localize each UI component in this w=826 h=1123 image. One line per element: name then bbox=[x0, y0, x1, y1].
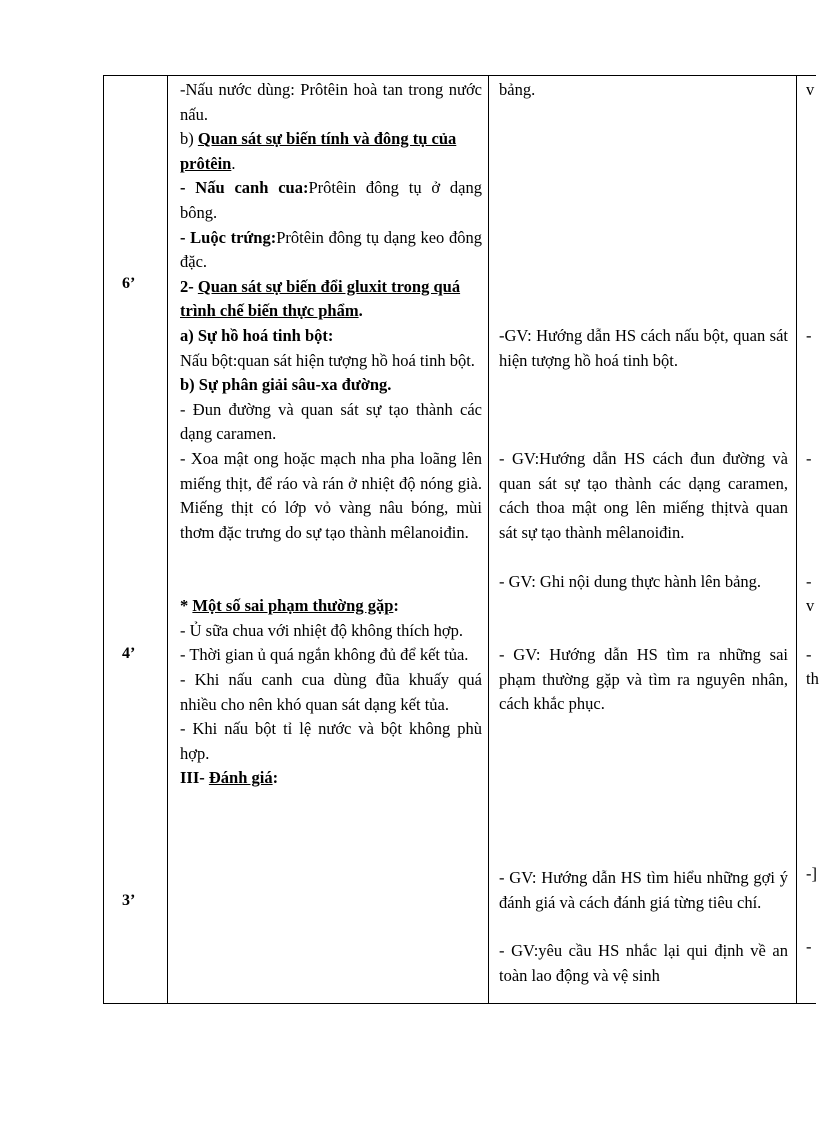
heading-sai-pham: * Một số sai phạm thường gặp: bbox=[180, 596, 399, 616]
time-label: 4’ bbox=[122, 645, 136, 662]
teacher-text-an-toan: - GV:yêu cầu HS nhắc lại qui định về an toàn lao động và vệ sinh bbox=[499, 941, 788, 985]
paragraph-luoc-trung: - Luộc trứng:Prôtêin đông tụ dạng keo đông đặc. bbox=[180, 227, 482, 272]
heading-danh-gia: III- Đánh giá: bbox=[180, 768, 279, 788]
paragraph-dun-duong: - Đun đường và quan sát sự tạo thành các dạng caramen. bbox=[180, 399, 482, 444]
cut-off-text: - bbox=[806, 645, 812, 664]
list-item-sai-pham: - Ủ sữa chua với nhiệt độ không thích hợp. bbox=[180, 620, 464, 640]
time-label: 6’ bbox=[122, 275, 136, 292]
cut-off-text: -] bbox=[806, 864, 817, 883]
teacher-text-sai-pham: - GV: Hướng dẫn HS tìm ra những sai phạm thường gặp và tìm ra nguyên nhân, cách khắc phục. bbox=[499, 645, 788, 714]
teacher-text-dun-duong: - GV:Hướng dẫn HS cách đun đường và quan sát sự tạo thành các dạng caramen, cách thoa mật ong lên miếng thịtvà quan sát sự tạo thành mêlanoiđin. bbox=[499, 449, 788, 542]
heading-gluxit: 2- Quan sát sự biến đổi gluxit trong quá trình chế biến thực phẩm. bbox=[180, 276, 461, 321]
cut-off-text: - bbox=[806, 326, 812, 345]
paragraph-canh-cua: - Nấu canh cua:Prôtêin đông tụ ở dạng bông. bbox=[180, 178, 482, 222]
heading-bien-tinh: b) Quan sát sự biến tính và đông tụ của prôtêin. bbox=[180, 129, 457, 173]
content-column bbox=[180, 78, 482, 791]
table-divider-teacher bbox=[796, 75, 797, 1004]
teacher-text-danh-gia: - GV: Hướng dẫn HS tìm hiểu những gợi ý đánh giá và cách đánh giá từng tiêu chí. bbox=[499, 868, 788, 912]
table-border-left bbox=[103, 75, 104, 1004]
heading-phan-giai: b) Sự phân giải sâu-xa đường. bbox=[180, 375, 392, 395]
table-divider-time bbox=[167, 75, 168, 1004]
paragraph-nau-bot: Nấu bột:quan sát hiện tượng hồ hoá tinh bột. bbox=[180, 350, 475, 370]
paragraph-nuoc-dung: -Nấu nước dùng: Prôtêin hoà tan trong nước nấu. bbox=[180, 80, 482, 124]
list-item-sai-pham: - Khi nấu canh cua dùng đũa khuấy quá nhiều cho nên khó quan sát dạng kết tủa. bbox=[180, 670, 482, 714]
time-label: 3’ bbox=[122, 892, 136, 909]
teacher-text-bang: bảng. bbox=[499, 80, 536, 99]
list-item-sai-pham: - Thời gian ủ quá ngắn không đủ để kết tủa. bbox=[180, 645, 469, 665]
cut-off-text: th bbox=[806, 669, 819, 688]
table-border-bottom bbox=[103, 1003, 816, 1004]
paragraph-xoa-mat-ong: - Xoa mật ong hoặc mạch nha pha loãng lên miếng thịt, để ráo và rán ở nhiệt độ nóng già. Miếng thịt có lớp vỏ vàng nâu bóng, mùi thơm đặc trưng do sự tạo thành mêlanoiđin. bbox=[180, 448, 482, 542]
teacher-text-ghi-noi-dung: - GV: Ghi nội dung thực hành lên bảng. bbox=[499, 572, 762, 591]
heading-ho-hoa: a) Sự hồ hoá tinh bột: bbox=[180, 325, 334, 345]
cut-off-text: - bbox=[806, 937, 812, 956]
cut-off-text: v bbox=[806, 596, 815, 615]
list-item-sai-pham: - Khi nấu bột tỉ lệ nước và bột không phù hợp. bbox=[180, 719, 482, 763]
teacher-text-nau-bot: -GV: Hướng dẫn HS cách nấu bột, quan sát hiện tượng hồ hoá tinh bột. bbox=[499, 326, 788, 370]
cut-off-text: v bbox=[806, 80, 815, 99]
table-divider-content bbox=[488, 75, 489, 1004]
table-border-top bbox=[103, 75, 816, 76]
cut-off-text: - bbox=[806, 449, 812, 468]
cut-off-text: - bbox=[806, 572, 812, 591]
